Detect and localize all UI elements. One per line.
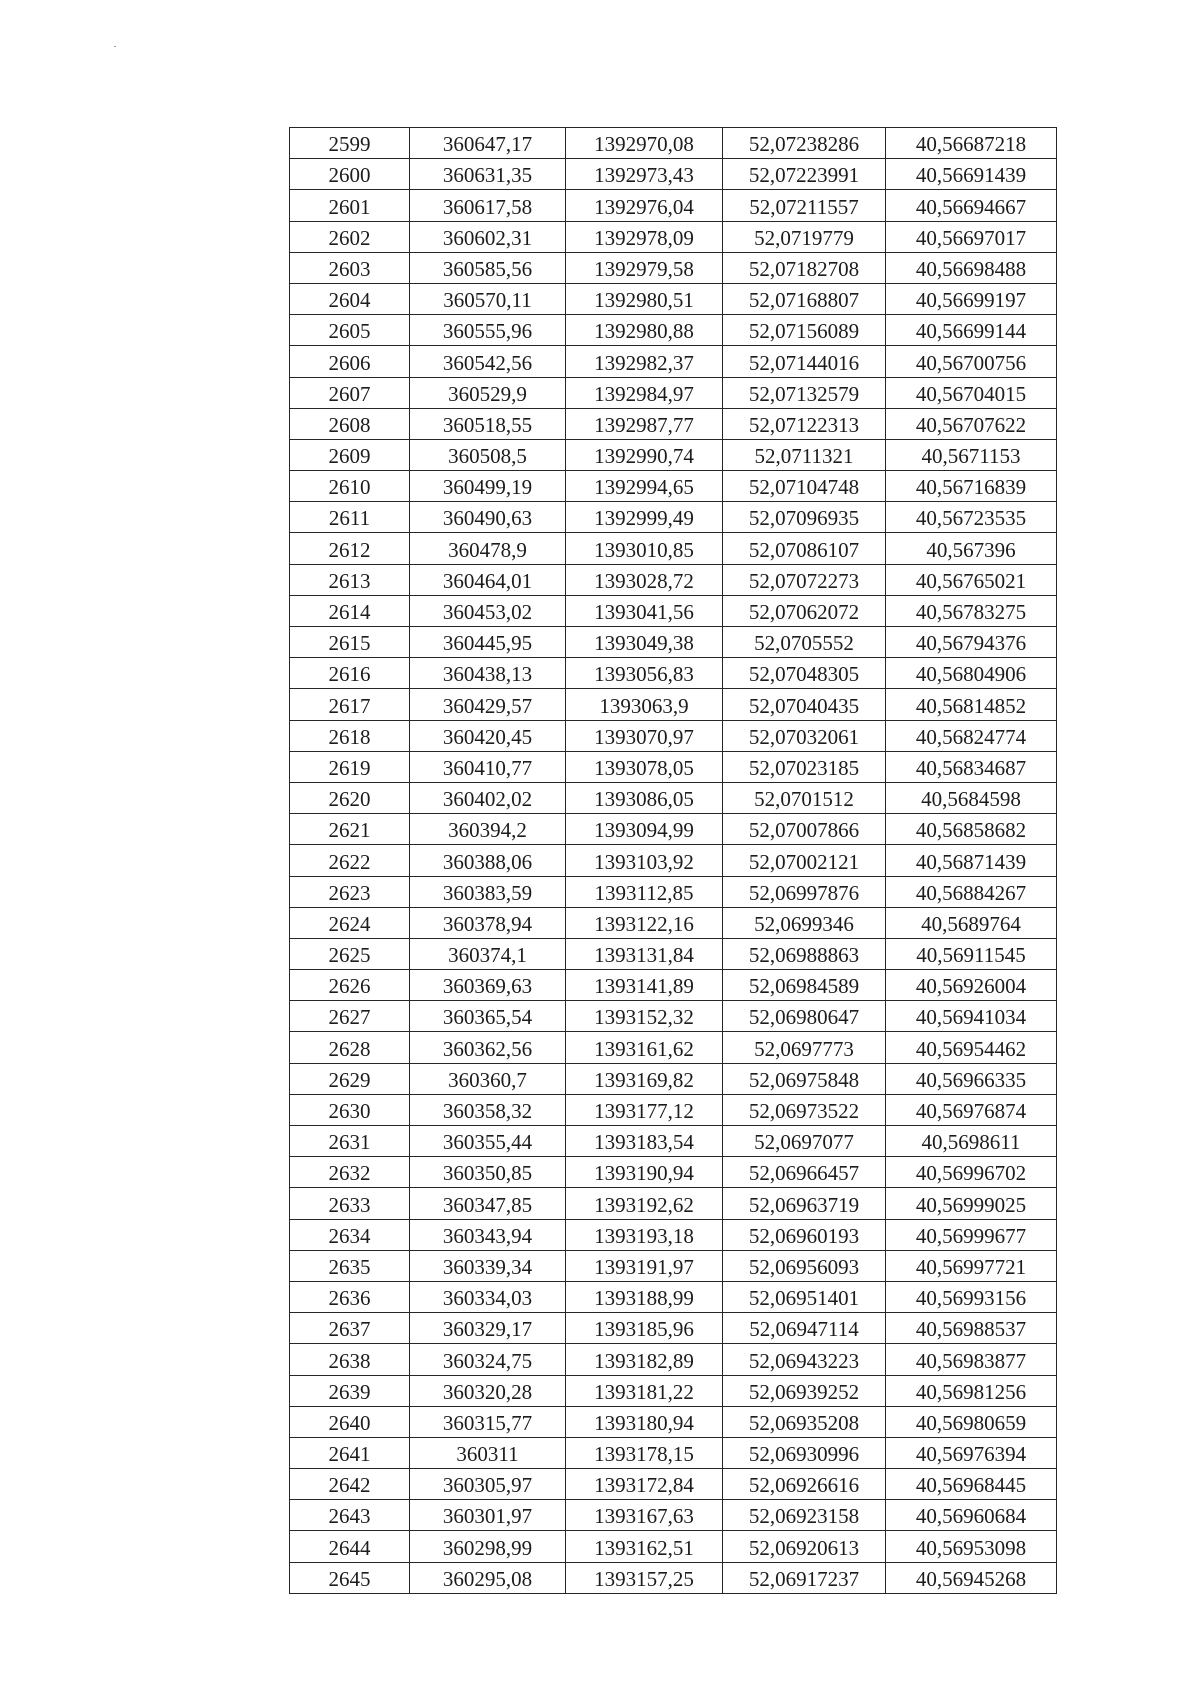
- y-coordinate-cell: 1393122,16: [566, 907, 723, 938]
- longitude-cell: 40,56699144: [886, 315, 1057, 346]
- y-coordinate-cell: 1392980,51: [566, 283, 723, 314]
- latitude-cell: 52,06975848: [723, 1063, 886, 1094]
- longitude-cell: 40,56966335: [886, 1063, 1057, 1094]
- longitude-cell: 40,56999677: [886, 1219, 1057, 1250]
- coordinates-table-body: [290, 128, 1057, 1594]
- latitude-cell: 52,06988863: [723, 938, 886, 969]
- x-coordinate-cell: 360490,63: [410, 502, 566, 533]
- point-number-cell: 2644: [290, 1531, 410, 1562]
- y-coordinate-cell: 1393181,22: [566, 1375, 723, 1406]
- y-coordinate-cell: 1392999,49: [566, 502, 723, 533]
- x-coordinate-cell: 360378,94: [410, 907, 566, 938]
- x-coordinate-cell: 360305,97: [410, 1469, 566, 1500]
- y-coordinate-cell: 1393103,92: [566, 845, 723, 876]
- latitude-cell: 52,07156089: [723, 315, 886, 346]
- table-row: [290, 221, 1057, 252]
- x-coordinate-cell: 360388,06: [410, 845, 566, 876]
- longitude-cell: 40,56723535: [886, 502, 1057, 533]
- x-coordinate-cell: 360585,56: [410, 252, 566, 283]
- latitude-cell: 52,07096935: [723, 502, 886, 533]
- latitude-cell: 52,06947114: [723, 1313, 886, 1344]
- longitude-cell: 40,56697017: [886, 221, 1057, 252]
- longitude-cell: 40,56999025: [886, 1188, 1057, 1219]
- longitude-cell: 40,56783275: [886, 595, 1057, 626]
- table-row: [290, 471, 1057, 502]
- latitude-cell: 52,07086107: [723, 533, 886, 564]
- y-coordinate-cell: 1392979,58: [566, 252, 723, 283]
- latitude-cell: 52,06917237: [723, 1562, 886, 1593]
- latitude-cell: 52,07223991: [723, 159, 886, 190]
- point-number-cell: 2642: [290, 1469, 410, 1500]
- x-coordinate-cell: 360374,1: [410, 938, 566, 969]
- point-number-cell: 2615: [290, 627, 410, 658]
- point-number-cell: 2627: [290, 1001, 410, 1032]
- longitude-cell: 40,56871439: [886, 845, 1057, 876]
- y-coordinate-cell: 1393178,15: [566, 1437, 723, 1468]
- x-coordinate-cell: 360438,13: [410, 658, 566, 689]
- latitude-cell: 52,06973522: [723, 1094, 886, 1125]
- y-coordinate-cell: 1393028,72: [566, 564, 723, 595]
- x-coordinate-cell: 360429,57: [410, 689, 566, 720]
- point-number-cell: 2621: [290, 814, 410, 845]
- x-coordinate-cell: 360343,94: [410, 1219, 566, 1250]
- latitude-cell: 52,07048305: [723, 658, 886, 689]
- latitude-cell: 52,06963719: [723, 1188, 886, 1219]
- longitude-cell: 40,5684598: [886, 782, 1057, 813]
- y-coordinate-cell: 1393177,12: [566, 1094, 723, 1125]
- x-coordinate-cell: 360365,54: [410, 1001, 566, 1032]
- x-coordinate-cell: 360518,55: [410, 408, 566, 439]
- x-coordinate-cell: 360383,59: [410, 876, 566, 907]
- latitude-cell: 52,07002121: [723, 845, 886, 876]
- x-coordinate-cell: 360402,02: [410, 782, 566, 813]
- longitude-cell: 40,56691439: [886, 159, 1057, 190]
- y-coordinate-cell: 1393183,54: [566, 1126, 723, 1157]
- y-coordinate-cell: 1393131,84: [566, 938, 723, 969]
- point-number-cell: 2604: [290, 283, 410, 314]
- latitude-cell: 52,06984589: [723, 970, 886, 1001]
- y-coordinate-cell: 1393190,94: [566, 1157, 723, 1188]
- y-coordinate-cell: 1393167,63: [566, 1500, 723, 1531]
- longitude-cell: 40,56993156: [886, 1281, 1057, 1312]
- latitude-cell: 52,06943223: [723, 1344, 886, 1375]
- longitude-cell: 40,56824774: [886, 720, 1057, 751]
- longitude-cell: 40,56988537: [886, 1313, 1057, 1344]
- table-row: [290, 1250, 1057, 1281]
- point-number-cell: 2607: [290, 377, 410, 408]
- table-row: [290, 1219, 1057, 1250]
- table-row: [290, 1063, 1057, 1094]
- y-coordinate-cell: 1392987,77: [566, 408, 723, 439]
- x-coordinate-cell: 360478,9: [410, 533, 566, 564]
- point-number-cell: 2611: [290, 502, 410, 533]
- longitude-cell: 40,56926004: [886, 970, 1057, 1001]
- point-number-cell: 2633: [290, 1188, 410, 1219]
- y-coordinate-cell: 1393185,96: [566, 1313, 723, 1344]
- coordinates-table: [289, 127, 1057, 1594]
- point-number-cell: 2643: [290, 1500, 410, 1531]
- longitude-cell: 40,56765021: [886, 564, 1057, 595]
- point-number-cell: 2606: [290, 346, 410, 377]
- y-coordinate-cell: 1392980,88: [566, 315, 723, 346]
- x-coordinate-cell: 360394,2: [410, 814, 566, 845]
- y-coordinate-cell: 1393094,99: [566, 814, 723, 845]
- point-number-cell: 2600: [290, 159, 410, 190]
- longitude-cell: 40,56976394: [886, 1437, 1057, 1468]
- x-coordinate-cell: 360542,56: [410, 346, 566, 377]
- y-coordinate-cell: 1393157,25: [566, 1562, 723, 1593]
- latitude-cell: 52,06926616: [723, 1469, 886, 1500]
- table-row: [290, 1313, 1057, 1344]
- point-number-cell: 2622: [290, 845, 410, 876]
- latitude-cell: 52,07211557: [723, 190, 886, 221]
- latitude-cell: 52,07168807: [723, 283, 886, 314]
- y-coordinate-cell: 1392994,65: [566, 471, 723, 502]
- point-number-cell: 2608: [290, 408, 410, 439]
- longitude-cell: 40,56884267: [886, 876, 1057, 907]
- x-coordinate-cell: 360301,97: [410, 1500, 566, 1531]
- latitude-cell: 52,07144016: [723, 346, 886, 377]
- table-row: [290, 377, 1057, 408]
- latitude-cell: 52,06930996: [723, 1437, 886, 1468]
- table-row: [290, 689, 1057, 720]
- table-row: [290, 1001, 1057, 1032]
- longitude-cell: 40,5671153: [886, 439, 1057, 470]
- point-number-cell: 2639: [290, 1375, 410, 1406]
- latitude-cell: 52,07023185: [723, 751, 886, 782]
- point-number-cell: 2628: [290, 1032, 410, 1063]
- latitude-cell: 52,0701512: [723, 782, 886, 813]
- table-row: [290, 190, 1057, 221]
- latitude-cell: 52,06939252: [723, 1375, 886, 1406]
- longitude-cell: 40,56960684: [886, 1500, 1057, 1531]
- longitude-cell: 40,56814852: [886, 689, 1057, 720]
- coordinates-sheet: [289, 127, 1056, 1594]
- longitude-cell: 40,56794376: [886, 627, 1057, 658]
- x-coordinate-cell: 360529,9: [410, 377, 566, 408]
- x-coordinate-cell: 360350,85: [410, 1157, 566, 1188]
- x-coordinate-cell: 360602,31: [410, 221, 566, 252]
- latitude-cell: 52,06980647: [723, 1001, 886, 1032]
- latitude-cell: 52,07072273: [723, 564, 886, 595]
- latitude-cell: 52,06966457: [723, 1157, 886, 1188]
- y-coordinate-cell: 1393112,85: [566, 876, 723, 907]
- y-coordinate-cell: 1392970,08: [566, 128, 723, 159]
- longitude-cell: 40,56687218: [886, 128, 1057, 159]
- table-row: [290, 1094, 1057, 1125]
- x-coordinate-cell: 360360,7: [410, 1063, 566, 1094]
- longitude-cell: 40,56804906: [886, 658, 1057, 689]
- table-row: [290, 128, 1057, 159]
- latitude-cell: 52,06956093: [723, 1250, 886, 1281]
- y-coordinate-cell: 1393169,82: [566, 1063, 723, 1094]
- y-coordinate-cell: 1393041,56: [566, 595, 723, 626]
- longitude-cell: 40,56716839: [886, 471, 1057, 502]
- longitude-cell: 40,56707622: [886, 408, 1057, 439]
- point-number-cell: 2624: [290, 907, 410, 938]
- longitude-cell: 40,56941034: [886, 1001, 1057, 1032]
- point-number-cell: 2625: [290, 938, 410, 969]
- table-row: [290, 720, 1057, 751]
- y-coordinate-cell: 1392982,37: [566, 346, 723, 377]
- point-number-cell: 2617: [290, 689, 410, 720]
- y-coordinate-cell: 1393141,89: [566, 970, 723, 1001]
- latitude-cell: 52,06997876: [723, 876, 886, 907]
- longitude-cell: 40,5689764: [886, 907, 1057, 938]
- latitude-cell: 52,07032061: [723, 720, 886, 751]
- table-row: [290, 1562, 1057, 1593]
- x-coordinate-cell: 360499,19: [410, 471, 566, 502]
- y-coordinate-cell: 1393191,97: [566, 1250, 723, 1281]
- latitude-cell: 52,0699346: [723, 907, 886, 938]
- x-coordinate-cell: 360369,63: [410, 970, 566, 1001]
- y-coordinate-cell: 1392973,43: [566, 159, 723, 190]
- y-coordinate-cell: 1393049,38: [566, 627, 723, 658]
- table-row: [290, 1500, 1057, 1531]
- table-row: [290, 1406, 1057, 1437]
- table-row: [290, 533, 1057, 564]
- point-number-cell: 2618: [290, 720, 410, 751]
- table-row: [290, 627, 1057, 658]
- latitude-cell: 52,07182708: [723, 252, 886, 283]
- table-row: [290, 970, 1057, 1001]
- y-coordinate-cell: 1393161,62: [566, 1032, 723, 1063]
- y-coordinate-cell: 1392978,09: [566, 221, 723, 252]
- latitude-cell: 52,06923158: [723, 1500, 886, 1531]
- x-coordinate-cell: 360358,32: [410, 1094, 566, 1125]
- table-row: [290, 814, 1057, 845]
- latitude-cell: 52,07007866: [723, 814, 886, 845]
- y-coordinate-cell: 1393152,32: [566, 1001, 723, 1032]
- longitude-cell: 40,56700756: [886, 346, 1057, 377]
- y-coordinate-cell: 1393172,84: [566, 1469, 723, 1500]
- table-row: [290, 408, 1057, 439]
- x-coordinate-cell: 360315,77: [410, 1406, 566, 1437]
- table-row: [290, 782, 1057, 813]
- table-row: [290, 1469, 1057, 1500]
- point-number-cell: 2623: [290, 876, 410, 907]
- latitude-cell: 52,07122313: [723, 408, 886, 439]
- scan-speck: [114, 46, 116, 47]
- latitude-cell: 52,07062072: [723, 595, 886, 626]
- table-row: [290, 751, 1057, 782]
- y-coordinate-cell: 1393162,51: [566, 1531, 723, 1562]
- table-row: [290, 845, 1057, 876]
- latitude-cell: 52,0697077: [723, 1126, 886, 1157]
- latitude-cell: 52,07238286: [723, 128, 886, 159]
- x-coordinate-cell: 360329,17: [410, 1313, 566, 1344]
- x-coordinate-cell: 360339,34: [410, 1250, 566, 1281]
- point-number-cell: 2632: [290, 1157, 410, 1188]
- longitude-cell: 40,56911545: [886, 938, 1057, 969]
- point-number-cell: 2630: [290, 1094, 410, 1125]
- x-coordinate-cell: 360647,17: [410, 128, 566, 159]
- point-number-cell: 2640: [290, 1406, 410, 1437]
- point-number-cell: 2626: [290, 970, 410, 1001]
- y-coordinate-cell: 1392976,04: [566, 190, 723, 221]
- longitude-cell: 40,56976874: [886, 1094, 1057, 1125]
- x-coordinate-cell: 360555,96: [410, 315, 566, 346]
- point-number-cell: 2610: [290, 471, 410, 502]
- latitude-cell: 52,0719779: [723, 221, 886, 252]
- x-coordinate-cell: 360347,85: [410, 1188, 566, 1219]
- longitude-cell: 40,56968445: [886, 1469, 1057, 1500]
- latitude-cell: 52,0705552: [723, 627, 886, 658]
- x-coordinate-cell: 360334,03: [410, 1281, 566, 1312]
- y-coordinate-cell: 1393086,05: [566, 782, 723, 813]
- point-number-cell: 2645: [290, 1562, 410, 1593]
- longitude-cell: 40,56981256: [886, 1375, 1057, 1406]
- y-coordinate-cell: 1393070,97: [566, 720, 723, 751]
- y-coordinate-cell: 1392990,74: [566, 439, 723, 470]
- point-number-cell: 2612: [290, 533, 410, 564]
- point-number-cell: 2634: [290, 1219, 410, 1250]
- longitude-cell: 40,567396: [886, 533, 1057, 564]
- longitude-cell: 40,56704015: [886, 377, 1057, 408]
- x-coordinate-cell: 360410,77: [410, 751, 566, 782]
- table-row: [290, 1032, 1057, 1063]
- point-number-cell: 2619: [290, 751, 410, 782]
- x-coordinate-cell: 360453,02: [410, 595, 566, 626]
- x-coordinate-cell: 360298,99: [410, 1531, 566, 1562]
- table-row: [290, 1157, 1057, 1188]
- longitude-cell: 40,56699197: [886, 283, 1057, 314]
- point-number-cell: 2614: [290, 595, 410, 626]
- longitude-cell: 40,56834687: [886, 751, 1057, 782]
- latitude-cell: 52,07104748: [723, 471, 886, 502]
- table-row: [290, 1281, 1057, 1312]
- table-row: [290, 439, 1057, 470]
- y-coordinate-cell: 1393192,62: [566, 1188, 723, 1219]
- table-row: [290, 907, 1057, 938]
- point-number-cell: 2641: [290, 1437, 410, 1468]
- y-coordinate-cell: 1393010,85: [566, 533, 723, 564]
- x-coordinate-cell: 360631,35: [410, 159, 566, 190]
- table-row: [290, 502, 1057, 533]
- table-row: [290, 1188, 1057, 1219]
- y-coordinate-cell: 1393056,83: [566, 658, 723, 689]
- point-number-cell: 2602: [290, 221, 410, 252]
- y-coordinate-cell: 1393180,94: [566, 1406, 723, 1437]
- point-number-cell: 2635: [290, 1250, 410, 1281]
- point-number-cell: 2636: [290, 1281, 410, 1312]
- x-coordinate-cell: 360570,11: [410, 283, 566, 314]
- x-coordinate-cell: 360295,08: [410, 1562, 566, 1593]
- table-row: [290, 938, 1057, 969]
- point-number-cell: 2599: [290, 128, 410, 159]
- longitude-cell: 40,5698611: [886, 1126, 1057, 1157]
- point-number-cell: 2603: [290, 252, 410, 283]
- x-coordinate-cell: 360617,58: [410, 190, 566, 221]
- table-row: [290, 1531, 1057, 1562]
- table-row: [290, 1375, 1057, 1406]
- y-coordinate-cell: 1393182,89: [566, 1344, 723, 1375]
- longitude-cell: 40,56997721: [886, 1250, 1057, 1281]
- table-row: [290, 315, 1057, 346]
- point-number-cell: 2616: [290, 658, 410, 689]
- table-row: [290, 658, 1057, 689]
- point-number-cell: 2609: [290, 439, 410, 470]
- y-coordinate-cell: 1393188,99: [566, 1281, 723, 1312]
- latitude-cell: 52,0697773: [723, 1032, 886, 1063]
- longitude-cell: 40,56996702: [886, 1157, 1057, 1188]
- x-coordinate-cell: 360320,28: [410, 1375, 566, 1406]
- latitude-cell: 52,06920613: [723, 1531, 886, 1562]
- y-coordinate-cell: 1393063,9: [566, 689, 723, 720]
- longitude-cell: 40,56983877: [886, 1344, 1057, 1375]
- table-row: [290, 283, 1057, 314]
- x-coordinate-cell: 360508,5: [410, 439, 566, 470]
- latitude-cell: 52,0711321: [723, 439, 886, 470]
- latitude-cell: 52,06935208: [723, 1406, 886, 1437]
- x-coordinate-cell: 360362,56: [410, 1032, 566, 1063]
- table-row: [290, 1344, 1057, 1375]
- longitude-cell: 40,56953098: [886, 1531, 1057, 1562]
- point-number-cell: 2620: [290, 782, 410, 813]
- longitude-cell: 40,56694667: [886, 190, 1057, 221]
- latitude-cell: 52,06951401: [723, 1281, 886, 1312]
- y-coordinate-cell: 1393193,18: [566, 1219, 723, 1250]
- latitude-cell: 52,07040435: [723, 689, 886, 720]
- table-row: [290, 876, 1057, 907]
- latitude-cell: 52,07132579: [723, 377, 886, 408]
- longitude-cell: 40,56980659: [886, 1406, 1057, 1437]
- table-row: [290, 564, 1057, 595]
- table-row: [290, 595, 1057, 626]
- x-coordinate-cell: 360324,75: [410, 1344, 566, 1375]
- point-number-cell: 2601: [290, 190, 410, 221]
- point-number-cell: 2605: [290, 315, 410, 346]
- latitude-cell: 52,06960193: [723, 1219, 886, 1250]
- longitude-cell: 40,56945268: [886, 1562, 1057, 1593]
- longitude-cell: 40,56954462: [886, 1032, 1057, 1063]
- point-number-cell: 2637: [290, 1313, 410, 1344]
- y-coordinate-cell: 1393078,05: [566, 751, 723, 782]
- x-coordinate-cell: 360355,44: [410, 1126, 566, 1157]
- y-coordinate-cell: 1392984,97: [566, 377, 723, 408]
- longitude-cell: 40,56858682: [886, 814, 1057, 845]
- x-coordinate-cell: 360464,01: [410, 564, 566, 595]
- table-row: [290, 1126, 1057, 1157]
- point-number-cell: 2613: [290, 564, 410, 595]
- x-coordinate-cell: 360445,95: [410, 627, 566, 658]
- table-row: [290, 159, 1057, 190]
- point-number-cell: 2631: [290, 1126, 410, 1157]
- point-number-cell: 2629: [290, 1063, 410, 1094]
- table-row: [290, 252, 1057, 283]
- table-row: [290, 346, 1057, 377]
- x-coordinate-cell: 360420,45: [410, 720, 566, 751]
- table-row: [290, 1437, 1057, 1468]
- longitude-cell: 40,56698488: [886, 252, 1057, 283]
- point-number-cell: 2638: [290, 1344, 410, 1375]
- x-coordinate-cell: 360311: [410, 1437, 566, 1468]
